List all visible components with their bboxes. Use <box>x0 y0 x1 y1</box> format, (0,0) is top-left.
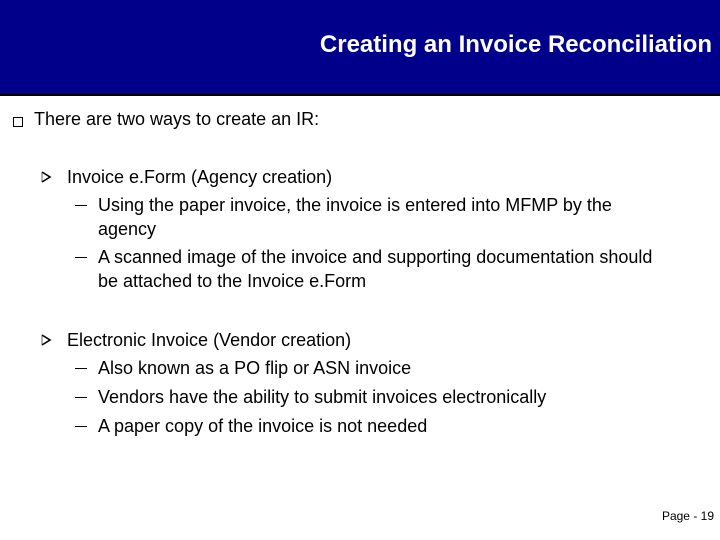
dash-bullet-icon <box>75 257 87 258</box>
section-heading-vendor: Electronic Invoice (Vendor creation) <box>67 330 352 350</box>
intro-text: There are two ways to create an IR: <box>34 109 320 129</box>
list-item-line: agency <box>98 219 157 239</box>
list-item-line: A scanned image of the invoice and supporting documentation should <box>98 247 653 267</box>
list-item-line: be attached to the Invoice e.Form <box>98 271 367 291</box>
dash-bullet-icon <box>75 368 87 369</box>
dash-bullet-icon <box>75 205 87 206</box>
page-number: Page - 19 <box>661 509 714 523</box>
list-item-line: Using the paper invoice, the invoice is entered into MFMP by the <box>98 195 612 215</box>
arrow-bullet-icon <box>39 170 53 184</box>
slide-header <box>0 0 720 96</box>
square-bullet-icon <box>13 117 23 127</box>
dash-bullet-icon <box>75 426 87 427</box>
arrow-bullet-icon <box>39 333 53 347</box>
section-heading-agency: Invoice e.Form (Agency creation) <box>67 167 333 187</box>
list-item-line: Vendors have the ability to submit invoices electronically <box>98 387 547 407</box>
list-item-line: A paper copy of the invoice is not needed <box>98 416 428 436</box>
slide-title: Creating an Invoice Reconciliation <box>319 31 712 58</box>
list-item-line: Also known as a PO flip or ASN invoice <box>98 358 412 378</box>
dash-bullet-icon <box>75 397 87 398</box>
